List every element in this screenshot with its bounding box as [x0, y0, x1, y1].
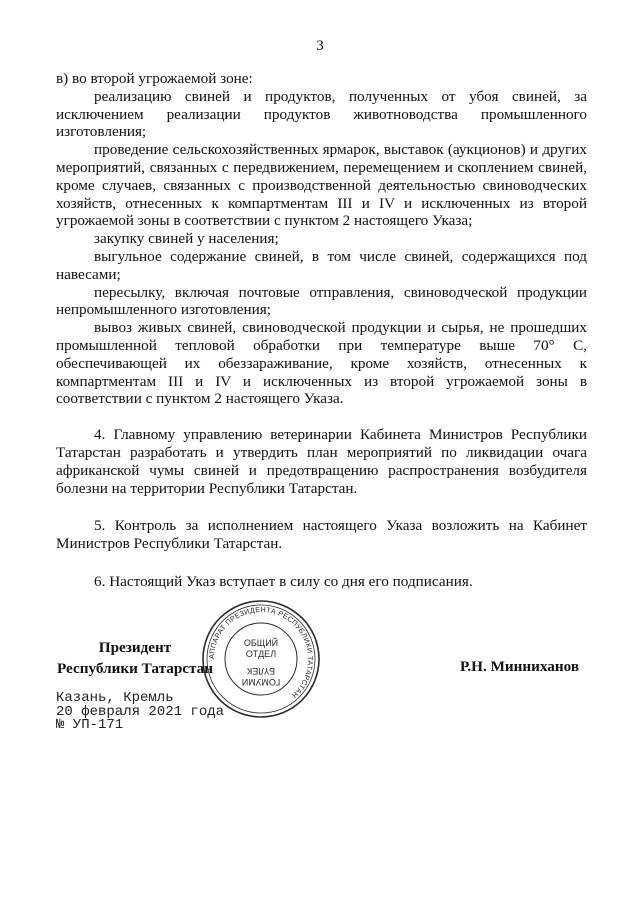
seal-center-line1: ОБЩИЙ — [243, 638, 279, 648]
signatory-title-line2: Республики Татарстан — [56, 660, 214, 677]
date: 20 февраля 2021 года — [56, 703, 225, 720]
seal-ring-text: АППАРАТ ПРЕЗИДЕНТА РЕСПУБЛИКИ ТАТАРСТАН — [206, 604, 316, 701]
paragraph: 4. Главному управлению ветеринарии Кабинета Министров Республики Татарстан разработать и утвердить план мероприятий по ликвидации очага африканской чумы свиней и предотвращению распространения возбудителя болезни на территории Республики Татарстан. — [56, 426, 587, 497]
signatory-name: Р.Н. Минниханов — [460, 658, 580, 675]
paragraph: проведение сельскохозяйственных ярмарок, выставок (аукционов) и других мероприятий, связанных с передвижением, перемещением и скоплением свиней, кроме случаев, связанных с производственной деятельностью свиноводческих хозяйств, отнесенных к компартментам III и IV и исключенных из второй угрожаемой зоны в соответствии с пунктом 2 настоящего Указа; — [56, 141, 587, 230]
seal-center-line4: БҮЛЕК — [246, 666, 276, 676]
paragraph: выгульное содержание свиней, в том числе свиней, содержащихся под навесами; — [56, 247, 587, 283]
document-number: № УП-171 — [56, 717, 124, 733]
paragraph: реализацию свиней и продуктов, полученных от убоя свиней, за исключением реализации продуктов животноводства промышленного изготовления; — [56, 87, 587, 141]
paragraph: 5. Контроль за исполнением настоящего Указа возложить на Кабинет Министров Республики Татарстан. — [56, 517, 587, 553]
signatory-title — [56, 637, 214, 679]
page-number: 3 — [316, 38, 324, 54]
document-body — [56, 70, 587, 591]
paragraph: пересылку, включая почтовые отправления, свиноводческой продукции непромышленного изготовления; — [56, 283, 587, 319]
place: Казань, Кремль — [56, 690, 174, 706]
signatory-title-line1: Президент — [98, 639, 172, 656]
paragraph: закупку свиней у населения; — [94, 230, 279, 248]
place-date-block — [56, 692, 224, 733]
seal-center-line2: ОТДЕЛ — [245, 649, 277, 659]
seal-center-line3: ГОМУМИ — [241, 677, 281, 687]
paragraph: вывоз живых свиней, свиноводческой продукции и сырья, не прошедших промышленной тепловой обработки при температуре выше 70° С, обеспечивающей их обеззараживание, кроме хозяйств, отнесенных к компартментам III и IV и исключенных из второй угрожаемой зоны в соответствии с пунктом 2 настоящего Указа. — [56, 319, 587, 408]
paragraph: 6. Настоящий Указ вступает в силу со дня его подписания. — [94, 572, 473, 590]
paragraph: в) во второй угрожаемой зоне: — [56, 70, 253, 87]
